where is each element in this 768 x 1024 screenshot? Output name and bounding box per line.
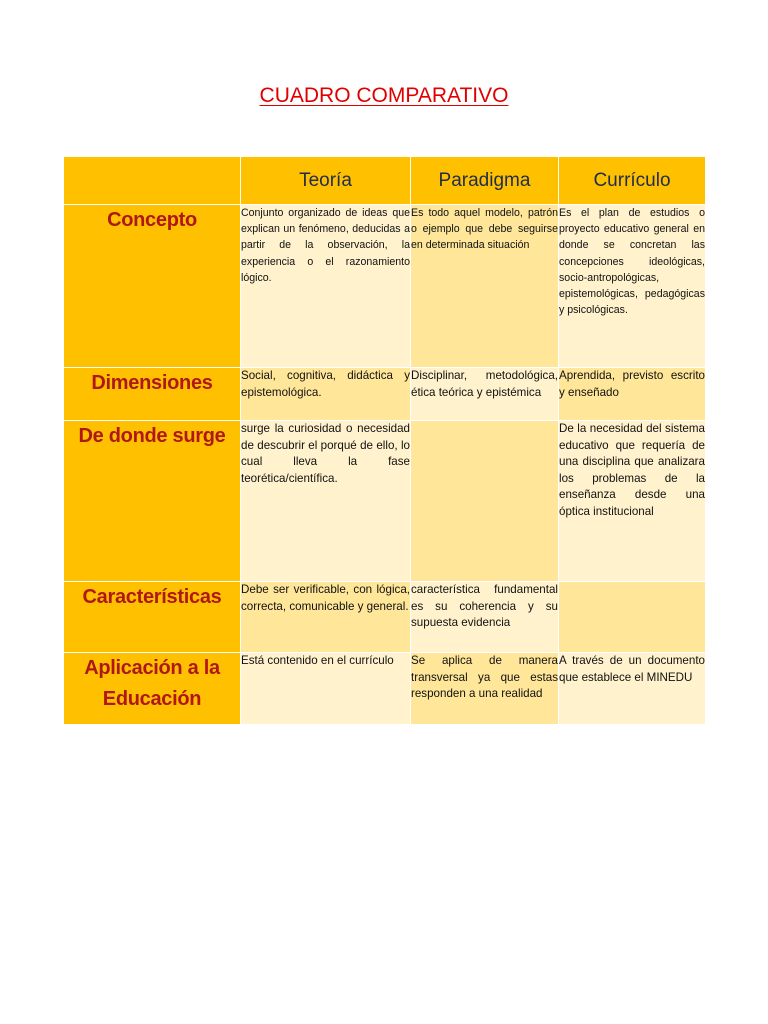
cell-concepto-teoria: Conjunto organizado de ideas que explican un fenómeno, deducidas a partir de la observación, la experiencia o el razonamiento lógico.: [241, 205, 411, 368]
row-header-dimensiones: Dimensiones: [64, 368, 241, 421]
column-header-teoria: Teoría: [241, 157, 411, 205]
cell-dimensiones-paradigma: Disciplinar, metodológica, ética teórica y epistémica: [411, 368, 559, 421]
table-row-dimensiones: [64, 368, 706, 421]
cell-concepto-paradigma: Es todo aquel modelo, patrón o ejemplo que debe seguirse en determinada situación: [411, 205, 559, 368]
header-corner-cell: [64, 157, 241, 205]
cell-dimensiones-curriculo: Aprendida, previsto escrito y enseñado: [559, 368, 706, 421]
cell-surge-teoria: surge la curiosidad o necesidad de descubrir el porqué de ello, lo cual lleva la fase teorética/científica.: [241, 421, 411, 582]
table-row-caracteristicas: [64, 582, 706, 653]
cell-dimensiones-teoria: Social, cognitiva, didáctica y epistemológica.: [241, 368, 411, 421]
table-row-concepto: [64, 205, 706, 368]
table-header-row: [64, 157, 706, 205]
cell-aplicacion-curriculo: A través de un documento que establece el MINEDU: [559, 653, 706, 725]
cell-aplicacion-teoria: Está contenido en el currículo: [241, 653, 411, 725]
cell-caracteristicas-teoria: Debe ser verificable, con lógica, correcta, comunicable y general.: [241, 582, 411, 653]
row-header-caracteristicas: Características: [64, 582, 241, 653]
row-header-concepto: Concepto: [64, 205, 241, 368]
comparison-table: [63, 156, 706, 725]
document-title-text: CUADRO COMPARATIVO: [259, 84, 509, 107]
table-row-de-donde-surge: [64, 421, 706, 582]
row-header-de-donde-surge: De donde surge: [64, 421, 241, 582]
cell-caracteristicas-paradigma: característica fundamental es su coherencia y su supuesta evidencia: [411, 582, 559, 653]
cell-surge-paradigma: [411, 421, 559, 582]
row-header-aplicacion: Aplicación a la Educación: [64, 653, 241, 725]
cell-concepto-curriculo: Es el plan de estudios o proyecto educativo general en donde se concretan las concepciones ideológicas, socio-antropológicas, epistemológicas, pedagógicas y psicológicas.: [559, 205, 706, 368]
column-header-paradigma: Paradigma: [411, 157, 559, 205]
table-row-aplicacion: [64, 653, 706, 725]
document-title: [0, 84, 768, 108]
cell-surge-curriculo: De la necesidad del sistema educativo que requería de una disciplina que analizara los problemas de la enseñanza desde una óptica institucional: [559, 421, 706, 582]
column-header-curriculo: Currículo: [559, 157, 706, 205]
cell-aplicacion-paradigma: Se aplica de manera transversal ya que estas responden a una realidad: [411, 653, 559, 725]
cell-caracteristicas-curriculo: [559, 582, 706, 653]
